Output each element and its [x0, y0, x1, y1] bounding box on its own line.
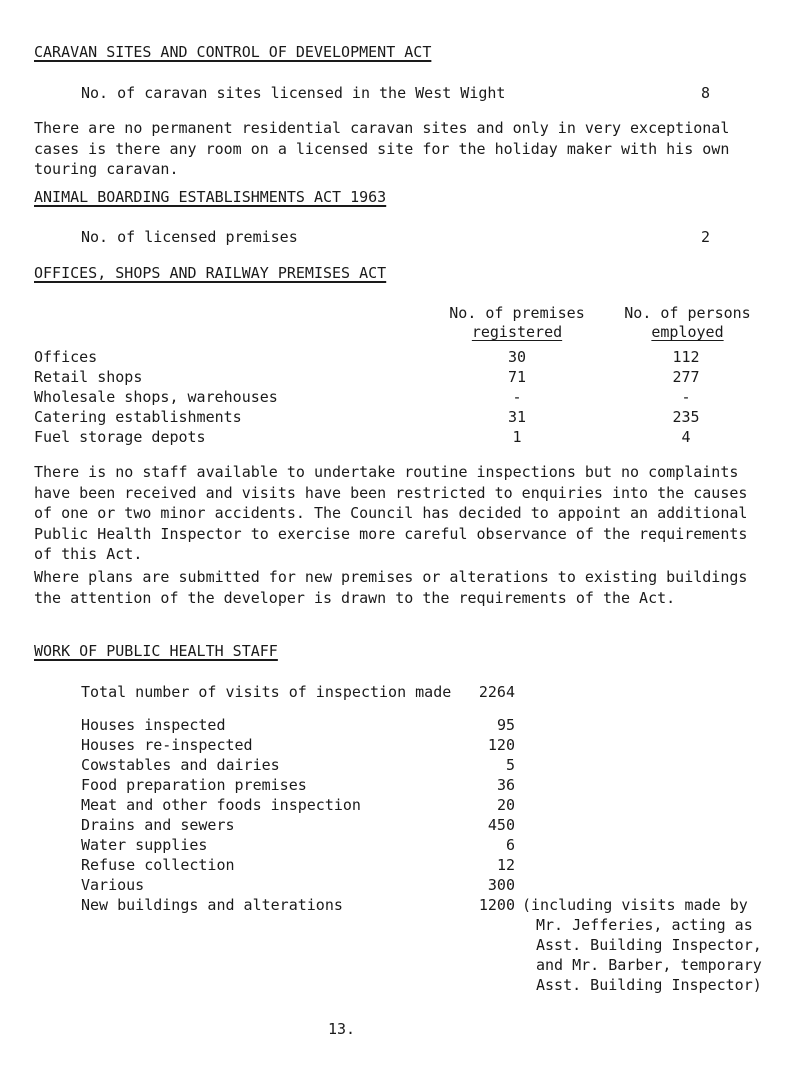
visit-label: Meat and other foods inspection	[81, 796, 361, 814]
persons-value: 112	[672, 348, 700, 366]
premises-column-header-line1: No. of premises	[449, 304, 585, 322]
persons-value: 235	[672, 408, 700, 426]
premises-value: 31	[507, 408, 527, 426]
visit-value: 6	[505, 836, 515, 854]
caravan-paragraph: There are no permanent residential caravan sites and only in very exceptional cases is there any room on a licensed site for the holiday maker with his own touring caravan.	[34, 119, 730, 178]
persons-value: 4	[681, 428, 691, 446]
row-label: Offices	[34, 348, 98, 366]
row-label: Catering establishments	[34, 408, 242, 426]
total-visits-value: 2264	[478, 683, 515, 701]
premises-value: 1	[512, 428, 522, 446]
visit-label: Various	[81, 876, 145, 894]
visit-value: 300	[487, 876, 515, 894]
visit-value: 450	[487, 816, 515, 834]
visit-label: Houses inspected	[81, 716, 226, 734]
persons-value: -	[681, 388, 691, 406]
animal-heading: ANIMAL BOARDING ESTABLISHMENTS ACT 1963	[34, 188, 387, 206]
premises-value: 71	[507, 368, 527, 386]
visit-value: 12	[496, 856, 515, 874]
premises-value: -	[512, 388, 522, 406]
caravan-heading: CARAVAN SITES AND CONTROL OF DEVELOPMENT ACT	[34, 43, 432, 61]
visit-label: Houses re-inspected	[81, 736, 253, 754]
persons-column-header-line1: No. of persons	[624, 304, 751, 322]
note-line: (including visits made by	[522, 896, 748, 914]
caravan-count-value: 8	[700, 84, 710, 102]
premises-column-header-line2: registered	[471, 323, 563, 341]
offices-paragraph-1: There is no staff available to undertake routine inspections but no complaints have been received and visits have been restricted to enquiries into the causes of one or two minor accidents. The Council has decided to appoint an additional Public Health Inspector to exercise more careful observance of the requirements of this Act.	[34, 463, 748, 563]
visit-value: 1200	[478, 896, 515, 914]
premises-value: 30	[507, 348, 527, 366]
persons-column-header-line2: employed	[651, 323, 724, 341]
offices-paragraph-2: Where plans are submitted for new premises or alterations to existing buildings the attention of the developer is drawn to the requirements of the Act.	[34, 568, 748, 607]
note-line: Asst. Building Inspector)	[536, 976, 762, 994]
row-label: Retail shops	[34, 368, 143, 386]
visit-label: Cowstables and dairies	[81, 756, 280, 774]
note-line: Mr. Jefferies, acting as	[536, 916, 753, 934]
visit-label: Refuse collection	[81, 856, 235, 874]
row-label: Wholesale shops, warehouses	[34, 388, 278, 406]
visit-value: 120	[487, 736, 515, 754]
persons-value: 277	[672, 368, 700, 386]
visit-label: New buildings and alterations	[81, 896, 343, 914]
note-line: and Mr. Barber, temporary	[536, 956, 762, 974]
visit-value: 95	[496, 716, 515, 734]
note-line: Asst. Building Inspector,	[536, 936, 762, 954]
visit-value: 36	[496, 776, 515, 794]
visit-label: Drains and sewers	[81, 816, 235, 834]
row-label: Fuel storage depots	[34, 428, 206, 446]
visit-value: 5	[505, 756, 515, 774]
visit-value: 20	[496, 796, 515, 814]
total-visits-label: Total number of visits of inspection made	[81, 683, 452, 701]
offices-heading: OFFICES, SHOPS AND RAILWAY PREMISES ACT	[34, 264, 387, 282]
visit-label: Water supplies	[81, 836, 208, 854]
work-heading: WORK OF PUBLIC HEALTH STAFF	[34, 642, 278, 660]
page-number: 13.	[328, 1020, 356, 1038]
animal-count-label: No. of licensed premises	[81, 228, 298, 246]
visit-label: Food preparation premises	[81, 776, 307, 794]
caravan-count-label: No. of caravan sites licensed in the West Wight	[81, 84, 506, 102]
animal-count-value: 2	[700, 228, 710, 246]
